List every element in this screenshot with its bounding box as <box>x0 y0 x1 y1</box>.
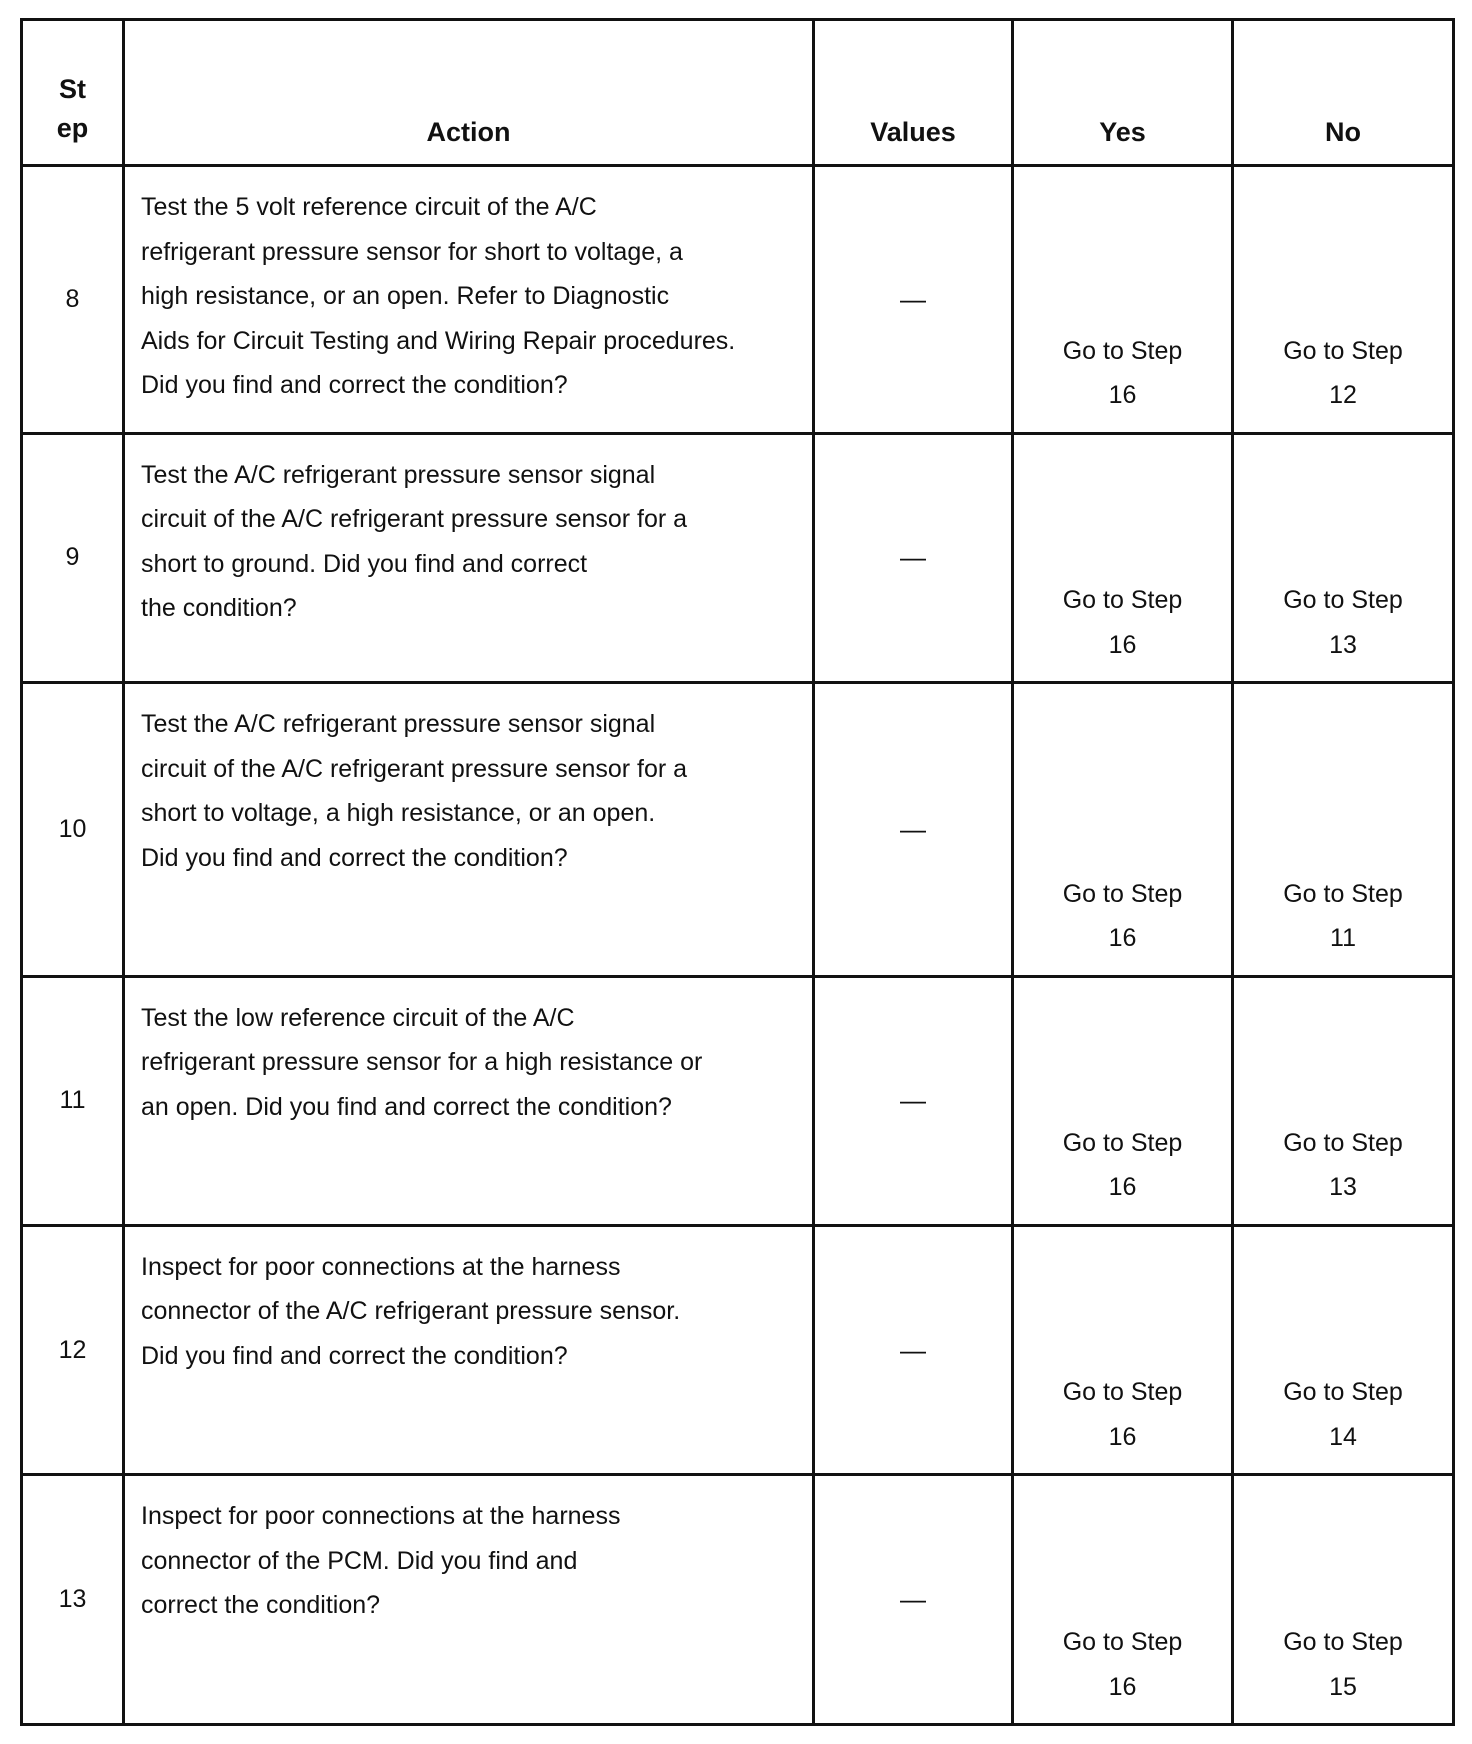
action-line: Did you find and correct the condition? <box>141 371 568 399</box>
action-line: correct the condition? <box>141 1591 381 1620</box>
no-cell <box>1233 976 1454 1225</box>
action-cell <box>124 1475 814 1725</box>
yes-cell <box>1013 976 1233 1225</box>
yes-cell <box>1013 1475 1233 1725</box>
step-number: 9 <box>22 433 124 682</box>
yes-cell <box>1013 433 1233 682</box>
action-line: connector of the PCM. Did you find and <box>141 1546 578 1575</box>
values-cell: — <box>814 976 1013 1225</box>
no-goto-step: 13 <box>1329 630 1357 659</box>
step-number: 12 <box>22 1225 124 1474</box>
action-line: an open. Did you find and correct the condition? <box>141 1092 672 1121</box>
table-row <box>22 433 1454 682</box>
action-line: Did you find and correct the condition? <box>141 1341 568 1370</box>
action-cell <box>124 166 814 434</box>
yes-goto-step: 16 <box>1108 381 1137 410</box>
no-cell <box>1233 1225 1454 1474</box>
action-line: refrigerant pressure sensor for a high resistance or <box>141 1048 703 1077</box>
action-line: Test the low reference circuit of the A/C <box>141 1003 575 1032</box>
action-line: high resistance, or an open. Refer to Diagnostic <box>141 282 670 310</box>
action-line: short to ground. Did you find and correct <box>141 549 588 578</box>
no-goto-label: Go to Step <box>1283 1378 1403 1407</box>
action-cell <box>124 433 814 682</box>
header-action: Action <box>124 20 814 166</box>
action-line: Test the 5 volt reference circuit of the A/C <box>141 193 597 221</box>
no-cell <box>1233 1475 1454 1725</box>
values-cell: — <box>814 166 1013 434</box>
action-line: refrigerant pressure sensor for short to voltage, a <box>141 237 683 266</box>
action-line: circuit of the A/C refrigerant pressure sensor for a <box>141 505 688 534</box>
action-line: Inspect for poor connections at the harness <box>141 1502 621 1531</box>
no-cell <box>1233 683 1454 976</box>
action-line: Did you find and correct the condition? <box>141 843 568 872</box>
action-cell <box>124 976 814 1225</box>
header-no: No <box>1233 20 1454 166</box>
yes-goto-label: Go to Step <box>1062 1378 1183 1407</box>
header-step: Step <box>22 20 124 166</box>
values-cell: — <box>814 683 1013 976</box>
action-line: short to voltage, a high resistance, or an open. <box>141 799 656 828</box>
no-goto-label: Go to Step <box>1283 1128 1403 1157</box>
no-goto-step: 14 <box>1329 1422 1357 1451</box>
yes-goto-label: Go to Step <box>1062 1128 1183 1157</box>
table-row <box>22 1475 1454 1725</box>
step-number: 11 <box>22 976 124 1225</box>
action-line: circuit of the A/C refrigerant pressure sensor for a <box>141 754 688 783</box>
action-line: connector of the A/C refrigerant pressure sensor. <box>141 1297 681 1326</box>
yes-goto-step: 16 <box>1108 1672 1137 1701</box>
no-goto-label: Go to Step <box>1283 879 1403 908</box>
yes-goto-step: 16 <box>1108 1422 1137 1451</box>
action-line: Test the A/C refrigerant pressure sensor signal <box>141 710 656 739</box>
no-goto-step: 12 <box>1329 381 1357 410</box>
header-values: Values <box>814 20 1013 166</box>
yes-goto-label: Go to Step <box>1062 879 1183 908</box>
no-goto-label: Go to Step <box>1283 586 1403 615</box>
no-goto-label: Go to Step <box>1283 1628 1403 1656</box>
yes-goto-step: 16 <box>1108 924 1137 953</box>
action-line: Test the A/C refrigerant pressure sensor signal <box>141 460 656 489</box>
table-row <box>22 166 1454 434</box>
no-goto-step: 13 <box>1329 1173 1357 1202</box>
yes-goto-label: Go to Step <box>1062 1628 1183 1656</box>
step-number: 8 <box>22 166 124 434</box>
values-cell: — <box>814 1225 1013 1474</box>
values-cell: — <box>814 1475 1013 1725</box>
header-yes: Yes <box>1013 20 1233 166</box>
diagnostic-table <box>20 18 1455 1726</box>
action-cell <box>124 683 814 976</box>
step-number: 10 <box>22 683 124 976</box>
yes-goto-step: 16 <box>1108 1173 1137 1202</box>
table-row <box>22 683 1454 976</box>
yes-cell <box>1013 1225 1233 1474</box>
yes-goto-label: Go to Step <box>1062 336 1183 365</box>
no-goto-step: 15 <box>1329 1672 1357 1701</box>
table-row <box>22 1225 1454 1474</box>
values-cell: — <box>814 433 1013 682</box>
yes-cell <box>1013 166 1233 434</box>
action-line: Aids for Circuit Testing and Wiring Repair procedures. <box>141 326 736 355</box>
table-row <box>22 976 1454 1225</box>
no-cell <box>1233 166 1454 434</box>
header-row <box>22 20 1454 166</box>
yes-goto-step: 16 <box>1108 630 1137 659</box>
action-cell <box>124 1225 814 1474</box>
action-line: Inspect for poor connections at the harness <box>141 1252 621 1281</box>
no-cell <box>1233 433 1454 682</box>
no-goto-label: Go to Step <box>1283 336 1403 365</box>
action-line: the condition? <box>141 594 297 623</box>
no-goto-step: 11 <box>1330 924 1356 953</box>
yes-cell <box>1013 683 1233 976</box>
yes-goto-label: Go to Step <box>1062 586 1183 615</box>
step-number: 13 <box>22 1475 124 1725</box>
